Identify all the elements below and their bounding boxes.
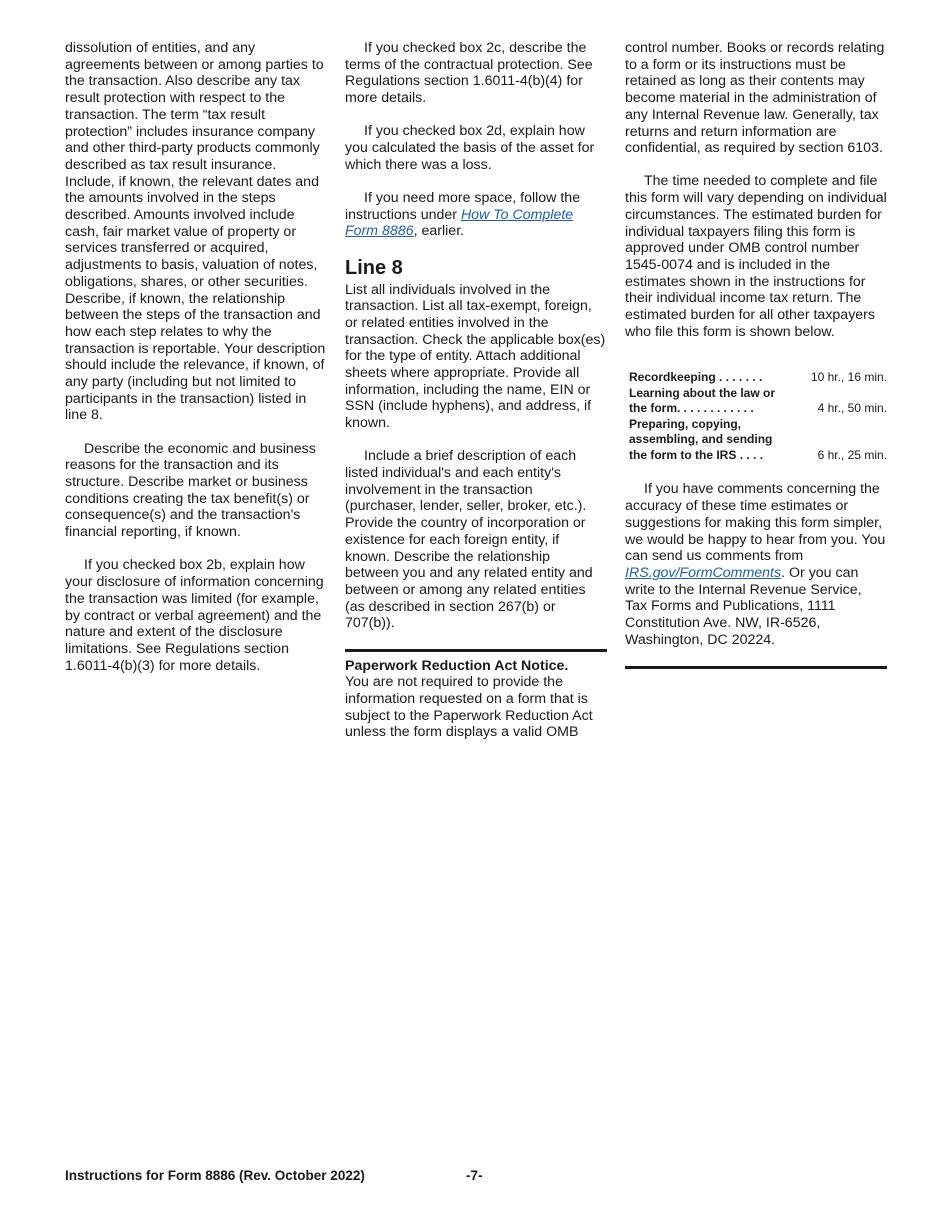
preparing-label-line3: the form to the IRS — [629, 447, 737, 462]
burden-row-recordkeeping — [629, 370, 887, 386]
preparing-time: 6 hr., 25 min. — [817, 447, 887, 462]
burden-table — [629, 370, 887, 463]
column-middle — [345, 40, 607, 758]
more-space-suffix: , earlier. — [413, 223, 465, 240]
leader-dots: . . . . . . . . . . . . — [677, 401, 754, 416]
paragraph-records-retention: control number. Books or records relating to a form or its instructions must be retained as long as their contents may become material in the administration of any Internal Revenue law. Generally, tax returns and return information are confidential, as required by section 6103. — [625, 40, 885, 157]
paragraph-box-2d: If you checked box 2d, explain how you calculated the basis of the asset for which there was a loss. — [345, 123, 595, 173]
recordkeeping-label: Recordkeeping — [629, 370, 716, 385]
preparing-label-line1: Preparing, copying, — [629, 416, 742, 431]
more-space-text: If you need more space, follow the instructions under — [345, 189, 581, 223]
paragraph-paperwork-notice — [345, 658, 607, 742]
end-rule — [625, 666, 887, 669]
paragraph-box-2c: If you checked box 2c, describe the terms of the contractual protection. See Regulations section 1.6011-4(b)(4) for more details. — [345, 40, 593, 107]
burden-row-preparing — [629, 417, 887, 464]
learning-time: 4 hr., 50 min. — [817, 401, 887, 416]
paragraph-transaction-description: dissolution of entities, and any agreements between or among parties to the transaction. Also describe any tax result protection with respect to the transaction. The term “tax result protection” includes insurance company and other third-party products commonly described as tax result insurance. Include, if known, the relevant dates and the amounts involved in the steps described. Amounts involved include cash, fair market value of property or services transferred or acquired, adjustments to basis, valuation of notes, obligations, shares, or other securities. Describe, if known, the relationship between the steps of the transaction and how each step relates to why the transaction is reportable. Your description should include the relevance, if known, of any party (including but not limited to participants in the transaction) listed in line 8. — [65, 40, 326, 424]
column-right — [625, 40, 887, 669]
paragraph-line-8-list: List all individuals involved in the transaction. List all tax-exempt, foreign, or related entities involved in the transaction. Check the applicable box(es) for the type of entity. Attach additional sheets where appropriate. Provide all information, including the name, EIN or SSN (include hyphens), and address, if known. — [345, 281, 606, 432]
preparing-label-line2: assembling, and sending — [629, 432, 773, 447]
learning-label-line1: Learning about the law or — [629, 385, 776, 400]
page-number: -7- — [466, 1168, 483, 1183]
recordkeeping-time: 10 hr., 16 min. — [810, 370, 887, 385]
leader-dots: . . . . — [739, 447, 764, 462]
leader-dots: . . . . . . . — [719, 370, 763, 385]
paperwork-notice-title: Paperwork Reduction Act Notice. — [345, 657, 569, 674]
line-8-heading: Line 8 — [345, 256, 403, 279]
paragraph-burden-estimate: The time needed to complete and file this form will vary depending on individual circumstances. The estimated burden for individual taxpayers filing this form is approved under OMB control number 1545-0074 and is included in the estimates shown in the instructions for their individual income tax return. The estimated burden for all other taxpayers who file this form is shown below. — [625, 173, 887, 340]
paragraph-box-2b: If you checked box 2b, explain how your disclosure of information concerning the transaction was limited (for example, by contract or verbal agreement) and the nature and extent of the disclosure limitations. See Regulations section 1.6011-4(b)(3) for more details. — [65, 557, 324, 674]
paragraph-line-8-description: Include a brief description of each listed individual's and each entity's involvement in the transaction (purchaser, lender, seller, broker, etc.). Provide the country of incorporation or existence for each foreign entity, if known. Describe the relationship between you and any related entity and between or among any related entities (as described in section 267(b) or 707(b)). — [345, 448, 593, 632]
paragraph-economic-reasons: Describe the economic and business reasons for the transaction and its structure. Describe market or business conditions creating the tax benefit(s) or consequence(s) and the transaction's financial reporting, if known. — [65, 440, 316, 541]
how-to-complete-link[interactable]: How To Complete Form 8886 — [345, 206, 574, 240]
paragraph-more-space — [345, 190, 607, 240]
column-left — [65, 40, 327, 691]
paperwork-notice-text: You are not required to provide the information requested on a form that is subject to the Paperwork Reduction Act unless the form displays a valid OMB — [345, 674, 593, 741]
page-footer — [65, 1168, 885, 1183]
paragraph-comments — [625, 481, 887, 648]
comments-address: . Or you can write to the Internal Revenue Service, Tax Forms and Publications, 1111 Constitution Ave. NW, IR-6526, Washington, DC 20224. — [625, 564, 862, 648]
form-comments-link[interactable]: IRS.gov/FormComments — [625, 564, 782, 581]
comments-text: If you have comments concerning the accuracy of these time estimates or suggestions for making this form simpler, we would be happy to hear from you. You can send us comments from — [625, 481, 886, 565]
learning-label-line2: the form — [629, 401, 677, 416]
burden-row-learning — [629, 386, 887, 417]
footer-title: Instructions for Form 8886 (Rev. October 2022) — [65, 1168, 365, 1183]
section-divider — [345, 649, 607, 652]
